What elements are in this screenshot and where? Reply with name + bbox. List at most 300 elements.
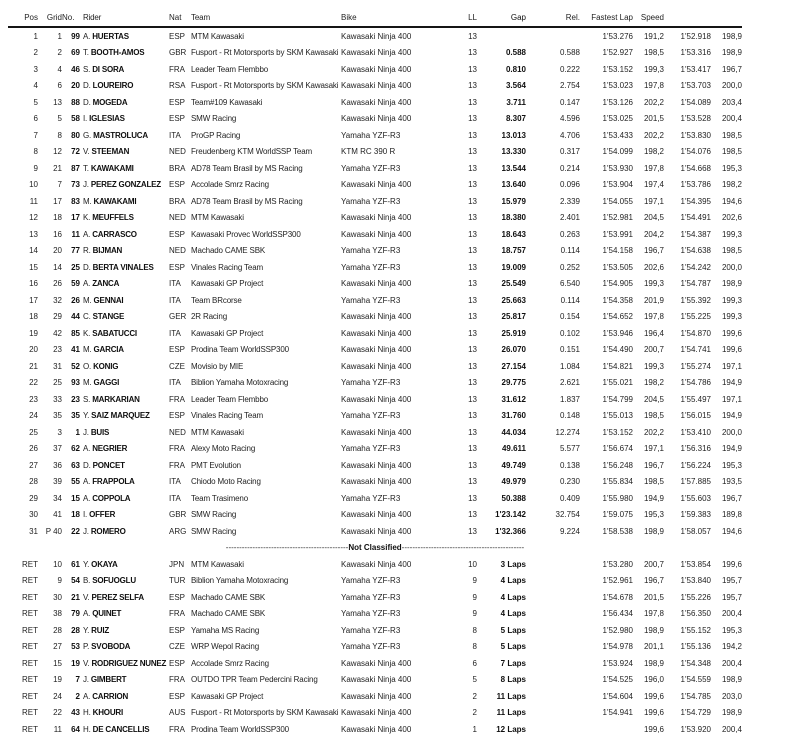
retired-row <box>8 721 742 738</box>
cell-relative-gap: 0.222 <box>559 64 580 74</box>
cell-speed: 198,9 <box>643 526 664 536</box>
cell-laps-completed: 13 <box>468 312 477 322</box>
cell-speed-2: 200,4 <box>721 724 742 734</box>
cell-speed: 191,2 <box>643 31 664 41</box>
cell-speed-2: 203,4 <box>721 97 742 107</box>
cell-position: RET <box>22 642 38 652</box>
cell-speed-2: 197,1 <box>721 394 742 404</box>
column-header-gap: Gap <box>510 13 526 22</box>
rider-initial: D. <box>83 81 91 91</box>
cell-rider-name <box>80 309 168 326</box>
cell-laps-completed: 13 <box>468 180 477 190</box>
cell-relative-gap: 2.754 <box>559 81 580 91</box>
cell-fastest-lap: 1'58.538 <box>602 526 633 536</box>
rider-surname: HUERTAS <box>92 31 129 41</box>
cell-rider-name <box>80 325 168 342</box>
cell-fastest-lap: 1'53.433 <box>602 130 633 140</box>
retired-row <box>8 622 742 639</box>
cell-relative-gap: 1.837 <box>559 394 580 404</box>
column-header-no: No. <box>62 13 75 22</box>
cell-nationality: ARG <box>169 526 187 536</box>
cell-position: 29 <box>29 493 38 503</box>
cell-team: Team BRcorse <box>191 295 242 305</box>
cell-team: Biblion Yamaha Motoxracing <box>191 576 289 586</box>
rider-surname: GENNAI <box>93 295 124 305</box>
cell-best-lap-2: 1'54.741 <box>680 345 711 355</box>
cell-speed: 197,4 <box>643 180 664 190</box>
cell-speed-2: 195,3 <box>721 163 742 173</box>
rider-surname: KAWAKAMI <box>93 196 137 206</box>
cell-rider-name <box>80 573 168 590</box>
cell-nationality: ESP <box>169 625 186 635</box>
cell-rider-name <box>80 672 168 689</box>
cell-fastest-lap: 1'53.276 <box>602 31 633 41</box>
column-header-pos: Pos <box>24 13 38 22</box>
result-row <box>8 490 742 507</box>
cell-rider-name <box>80 94 168 111</box>
cell-gap: 3 Laps <box>500 559 526 569</box>
cell-speed: 202,2 <box>643 427 664 437</box>
cell-position: 1 <box>33 31 38 41</box>
cell-gap: 49.611 <box>501 444 526 454</box>
rider-initial: C. <box>83 312 91 322</box>
rider-surname: FRAPPOLA <box>92 477 135 487</box>
cell-rider-name <box>80 606 168 623</box>
rider-initial: M. <box>83 196 92 206</box>
cell-speed: 198,5 <box>643 477 664 487</box>
cell-nationality: ESP <box>169 229 186 239</box>
cell-relative-gap <box>526 705 580 722</box>
header-row <box>8 4 742 27</box>
cell-speed: 197,1 <box>643 444 664 454</box>
cell-gap: 18.643 <box>501 229 526 239</box>
cell-team: Fusport - Rt Motorsports by SKM Kawasaki <box>191 48 339 58</box>
cell-speed: 204,2 <box>643 229 664 239</box>
result-row <box>8 45 742 62</box>
cell-speed-2: 200,0 <box>721 81 742 91</box>
cell-team: Kawasaki GP Project <box>191 328 264 338</box>
cell-speed: 202,2 <box>643 130 664 140</box>
cell-rider-name <box>80 61 168 78</box>
cell-gap: 29.775 <box>501 378 526 388</box>
cell-team: SMW Racing <box>191 114 237 124</box>
cell-bike: KTM RC 390 R <box>341 147 396 157</box>
not-classified-label: Not Classified <box>348 543 402 553</box>
rider-surname: RUIZ <box>91 625 110 635</box>
result-row <box>8 424 742 441</box>
cell-best-lap-2: 1'54.348 <box>680 658 711 668</box>
cell-grid: 32 <box>53 295 62 305</box>
cell-speed-2: 195,7 <box>721 592 742 602</box>
rider-surname: MASTROLUCA <box>93 130 148 140</box>
cell-position: 21 <box>29 361 38 371</box>
cell-rider-number: 35 <box>71 411 80 421</box>
cell-grid: 23 <box>53 345 62 355</box>
cell-grid: 28 <box>53 625 62 635</box>
cell-gap: 4 Laps <box>500 592 526 602</box>
cell-best-lap-2: 1'55.136 <box>680 642 711 652</box>
rider-initial: J. <box>83 180 89 190</box>
cell-speed-2: 199,6 <box>721 345 742 355</box>
rider-surname: GIMBERT <box>90 675 127 685</box>
cell-nationality: FRA <box>169 724 185 734</box>
cell-laps-completed: 9 <box>472 592 477 602</box>
cell-team: Team#109 Kawasaki <box>191 97 263 107</box>
cell-fastest-lap: 1'54.678 <box>602 592 633 602</box>
cell-team: Freudenberg KTM WorldSSP Team <box>191 147 313 157</box>
cell-laps-completed: 10 <box>468 559 477 569</box>
cell-nationality: GBR <box>169 510 187 520</box>
cell-bike: Kawasaki Ninja 400 <box>341 658 412 668</box>
cell-team: Kawasaki GP Project <box>191 691 264 701</box>
rider-initial: V. <box>83 592 90 602</box>
cell-best-lap-2: 1'53.830 <box>680 130 711 140</box>
cell-team: AD78 Team Brasil by MS Racing <box>191 163 303 173</box>
results-table <box>8 4 742 738</box>
result-row <box>8 144 742 161</box>
cell-rider-number: 19 <box>71 658 80 668</box>
rider-surname: COPPOLA <box>92 493 131 503</box>
cell-grid: 34 <box>53 493 62 503</box>
cell-position: 13 <box>29 229 38 239</box>
cell-laps-completed: 13 <box>468 279 477 289</box>
rider-surname: SOFUOGLU <box>92 576 136 586</box>
cell-speed: 199,3 <box>643 361 664 371</box>
result-row <box>8 177 742 194</box>
cell-speed: 198,5 <box>643 48 664 58</box>
cell-grid: 12 <box>53 147 62 157</box>
cell-gap: 25.919 <box>501 328 526 338</box>
cell-gap: 11 Laps <box>496 708 526 718</box>
cell-grid: 2 <box>57 48 62 58</box>
cell-relative-gap <box>526 27 580 45</box>
cell-fastest-lap: 1'54.652 <box>602 312 633 322</box>
cell-position: RET <box>22 675 38 685</box>
column-header-bike: Bike <box>341 13 357 22</box>
cell-laps-completed: 13 <box>468 130 477 140</box>
cell-best-lap-2: 1'55.603 <box>680 493 711 503</box>
cell-speed-2: 199,6 <box>721 328 742 338</box>
cell-rider-number: 2 <box>75 691 80 701</box>
cell-bike: Kawasaki Ninja 400 <box>341 526 412 536</box>
result-row <box>8 474 742 491</box>
cell-speed: 197,8 <box>643 609 664 619</box>
cell-rider-name <box>80 375 168 392</box>
cell-laps-completed: 13 <box>468 48 477 58</box>
rider-initial: Y. <box>83 559 90 569</box>
cell-nationality: ESP <box>169 411 186 421</box>
cell-bike: Kawasaki Ninja 400 <box>341 312 412 322</box>
cell-speed-2: 198,5 <box>721 246 742 256</box>
retired-row <box>8 589 742 606</box>
cell-fastest-lap: 1'54.604 <box>602 691 633 701</box>
rider-surname: BERTA VINALES <box>92 262 154 272</box>
result-row <box>8 127 742 144</box>
cell-rider-name <box>80 193 168 210</box>
cell-speed: 202,6 <box>643 262 664 272</box>
cell-position: 5 <box>33 97 38 107</box>
cell-speed: 199,6 <box>643 708 664 718</box>
cell-laps-completed: 6 <box>472 658 477 668</box>
cell-laps-completed: 13 <box>468 262 477 272</box>
cell-rider-name <box>80 144 168 161</box>
cell-speed-2: 198,2 <box>721 180 742 190</box>
cell-team: Biblion Yamaha Motoxracing <box>191 378 289 388</box>
cell-gap: 1'23.142 <box>495 510 526 520</box>
column-header-blank-1 <box>664 4 711 27</box>
cell-nationality: ESP <box>169 592 186 602</box>
cell-rider-number: 43 <box>71 708 80 718</box>
rider-initial: O. <box>83 361 92 371</box>
cell-team: Leader Team Flembbo <box>191 394 269 404</box>
cell-rider-name <box>80 556 168 573</box>
cell-nationality: ESP <box>169 114 186 124</box>
cell-speed: 200,7 <box>643 345 664 355</box>
cell-team: 2R Racing <box>191 312 228 322</box>
cell-rider-name <box>80 490 168 507</box>
cell-speed-2: 199,3 <box>721 229 742 239</box>
cell-rider-name <box>80 127 168 144</box>
cell-relative-gap: 2.401 <box>559 213 580 223</box>
cell-grid: 16 <box>53 229 62 239</box>
rider-initial: M. <box>83 345 92 355</box>
cell-grid: 17 <box>53 196 62 206</box>
cell-nationality: GER <box>169 312 187 322</box>
cell-team: ProGP Racing <box>191 130 241 140</box>
cell-grid: 33 <box>53 394 62 404</box>
cell-grid: 8 <box>57 130 62 140</box>
cell-nationality: ESP <box>169 691 186 701</box>
cell-gap: 18.380 <box>501 213 526 223</box>
cell-rider-number: 79 <box>71 609 80 619</box>
cell-position: 12 <box>29 213 38 223</box>
cell-best-lap-2: 1'54.638 <box>680 246 711 256</box>
cell-fastest-lap: 1'53.152 <box>602 64 633 74</box>
rider-surname: PEREZ SELFA <box>91 592 144 602</box>
cell-position: RET <box>22 708 38 718</box>
cell-gap: 31.612 <box>501 394 526 404</box>
cell-gap: 31.760 <box>501 411 526 421</box>
cell-team: Machado CAME SBK <box>191 609 266 619</box>
cell-speed: 198,5 <box>643 411 664 421</box>
cell-relative-gap <box>526 589 580 606</box>
cell-rider-number: 88 <box>71 97 80 107</box>
cell-speed: 200,7 <box>643 559 664 569</box>
cell-rider-number: 64 <box>71 724 80 734</box>
rider-initial: M. <box>83 378 92 388</box>
cell-relative-gap <box>526 672 580 689</box>
rider-initial: G. <box>83 130 92 140</box>
cell-bike: Kawasaki Ninja 400 <box>341 394 412 404</box>
rider-initial: A. <box>83 691 91 701</box>
cell-laps-completed: 13 <box>468 328 477 338</box>
result-row <box>8 325 742 342</box>
cell-bike: Kawasaki Ninja 400 <box>341 361 412 371</box>
cell-rider-number: 54 <box>71 576 80 586</box>
cell-rider-name <box>80 474 168 491</box>
cell-rider-number: 63 <box>71 460 80 470</box>
cell-relative-gap <box>526 622 580 639</box>
cell-fastest-lap: 1'53.126 <box>602 97 633 107</box>
cell-speed: 198,9 <box>643 625 664 635</box>
cell-rider-number: 99 <box>71 31 80 41</box>
rider-initial: H. <box>83 708 91 718</box>
cell-laps-completed: 9 <box>472 576 477 586</box>
rider-initial: I. <box>83 114 88 124</box>
cell-team: Accolade Smrz Racing <box>191 180 269 190</box>
cell-relative-gap: 0.252 <box>559 262 580 272</box>
cell-speed: 204,5 <box>643 394 664 404</box>
cell-rider-number: 77 <box>71 246 80 256</box>
cell-relative-gap <box>526 639 580 656</box>
cell-grid: 5 <box>57 114 62 124</box>
cell-fastest-lap: 1'53.025 <box>602 114 633 124</box>
cell-fastest-lap: 1'59.075 <box>602 510 633 520</box>
cell-fastest-lap: 1'56.434 <box>602 609 633 619</box>
cell-grid: 25 <box>53 378 62 388</box>
cell-speed-2: 194,6 <box>721 526 742 536</box>
cell-speed-2: 189,8 <box>721 510 742 520</box>
cell-bike: Kawasaki Ninja 400 <box>341 559 412 569</box>
cell-position: 31 <box>29 526 38 536</box>
cell-nationality: FRA <box>169 64 185 74</box>
cell-position: 4 <box>33 81 38 91</box>
cell-relative-gap: 5.577 <box>559 444 580 454</box>
cell-gap: 13.013 <box>501 130 526 140</box>
result-row <box>8 276 742 293</box>
rider-surname: SABATUCCI <box>92 328 137 338</box>
cell-gap: 4 Laps <box>500 576 526 586</box>
not-classified-divider-section <box>8 540 742 557</box>
cell-speed-2: 194,9 <box>721 378 742 388</box>
cell-position: 22 <box>29 378 38 388</box>
cell-bike: Yamaha YZF-R3 <box>341 493 401 503</box>
cell-grid: 26 <box>53 279 62 289</box>
rider-surname: MARKARIAN <box>92 394 140 404</box>
cell-speed: 201,5 <box>643 592 664 602</box>
cell-position: 16 <box>29 279 38 289</box>
cell-rider-name <box>80 721 168 738</box>
cell-rider-number: 83 <box>71 196 80 206</box>
cell-rider-name <box>80 160 168 177</box>
cell-rider-name <box>80 441 168 458</box>
rider-initial: V. <box>83 658 90 668</box>
cell-best-lap-2: 1'56.224 <box>680 460 711 470</box>
result-row <box>8 78 742 95</box>
cell-nationality: RSA <box>169 81 186 91</box>
cell-team: Kawasaki GP Project <box>191 279 264 289</box>
cell-nationality: FRA <box>169 460 185 470</box>
cell-team: Vinales Racing Team <box>191 262 264 272</box>
cell-laps-completed: 13 <box>468 64 477 74</box>
cell-rider-number: 85 <box>71 328 80 338</box>
cell-nationality: ITA <box>169 279 181 289</box>
cell-speed: 202,2 <box>643 97 664 107</box>
rider-surname: ROMERO <box>90 526 126 536</box>
rider-initial: A. <box>83 477 91 487</box>
result-row <box>8 193 742 210</box>
cell-laps-completed: 13 <box>468 97 477 107</box>
cell-grid: 39 <box>53 477 62 487</box>
cell-relative-gap: 0.147 <box>559 97 580 107</box>
cell-laps-completed: 1 <box>472 724 477 734</box>
classified-section <box>8 27 742 540</box>
cell-team: SMW Racing <box>191 510 237 520</box>
cell-bike: Yamaha YZF-R3 <box>341 163 401 173</box>
cell-rider-name <box>80 27 168 45</box>
cell-laps-completed: 8 <box>472 642 477 652</box>
cell-speed-2: 193,5 <box>721 477 742 487</box>
rider-initial: A. <box>83 444 91 454</box>
cell-grid: 41 <box>53 510 62 520</box>
column-header-rel: Rel. <box>565 13 580 22</box>
cell-team: Chiodo Moto Racing <box>191 477 261 487</box>
cell-bike: Kawasaki Ninja 400 <box>341 460 412 470</box>
cell-grid: 11 <box>53 724 62 734</box>
cell-nationality: NED <box>169 246 186 256</box>
cell-rider-name <box>80 292 168 309</box>
cell-best-lap-2: 1'54.870 <box>680 328 711 338</box>
cell-relative-gap: 0.154 <box>559 312 580 322</box>
cell-gap: 11 Laps <box>496 691 526 701</box>
cell-laps-completed: 13 <box>468 378 477 388</box>
cell-bike: Yamaha YZF-R3 <box>341 411 401 421</box>
cell-best-lap-2: 1'53.316 <box>680 48 711 58</box>
cell-gap: 5 Laps <box>500 642 526 652</box>
rider-initial: D. <box>83 460 91 470</box>
cell-position: 27 <box>29 460 38 470</box>
cell-position: RET <box>22 724 38 734</box>
rider-surname: BIJMAN <box>92 246 123 256</box>
cell-speed: 196,7 <box>643 246 664 256</box>
cell-gap: 27.154 <box>501 361 526 371</box>
cell-gap: 4 Laps <box>500 609 526 619</box>
not-classified-divider-row <box>8 540 742 557</box>
cell-rider-number: 20 <box>71 81 80 91</box>
retired-row <box>8 556 742 573</box>
cell-fastest-lap: 1'55.980 <box>602 493 633 503</box>
cell-best-lap-2: 1'55.225 <box>680 312 711 322</box>
cell-speed: 197,8 <box>643 81 664 91</box>
cell-nationality: ESP <box>169 180 186 190</box>
cell-grid: 13 <box>53 97 62 107</box>
cell-best-lap-2: 1'54.491 <box>680 213 711 223</box>
cell-position: RET <box>22 576 38 586</box>
cell-best-lap-2: 1'55.274 <box>680 361 711 371</box>
cell-laps-completed: 9 <box>472 609 477 619</box>
cell-rider-number: 69 <box>71 48 80 58</box>
cell-bike: Yamaha YZF-R3 <box>341 444 401 454</box>
cell-relative-gap <box>526 556 580 573</box>
rider-initial: J. <box>83 427 89 437</box>
cell-nationality: BRA <box>169 196 186 206</box>
cell-best-lap-2: 1'53.786 <box>680 180 711 190</box>
cell-speed-2: 200,0 <box>721 262 742 272</box>
cell-speed-2: 198,9 <box>721 675 742 685</box>
rider-surname: GAGGI <box>93 378 120 388</box>
cell-best-lap-2: 1'54.786 <box>680 378 711 388</box>
rider-initial: V. <box>83 147 90 157</box>
cell-fastest-lap: 1'53.946 <box>602 328 633 338</box>
cell-gap: 7 Laps <box>500 658 526 668</box>
cell-gap: 0.810 <box>505 64 526 74</box>
cell-gap: 13.640 <box>501 180 526 190</box>
retired-row <box>8 639 742 656</box>
rider-surname: QUINET <box>92 609 122 619</box>
rider-initial: Y. <box>83 625 90 635</box>
cell-team: Prodina Team WorldSSP300 <box>191 724 289 734</box>
cell-speed-2: 198,9 <box>721 48 742 58</box>
